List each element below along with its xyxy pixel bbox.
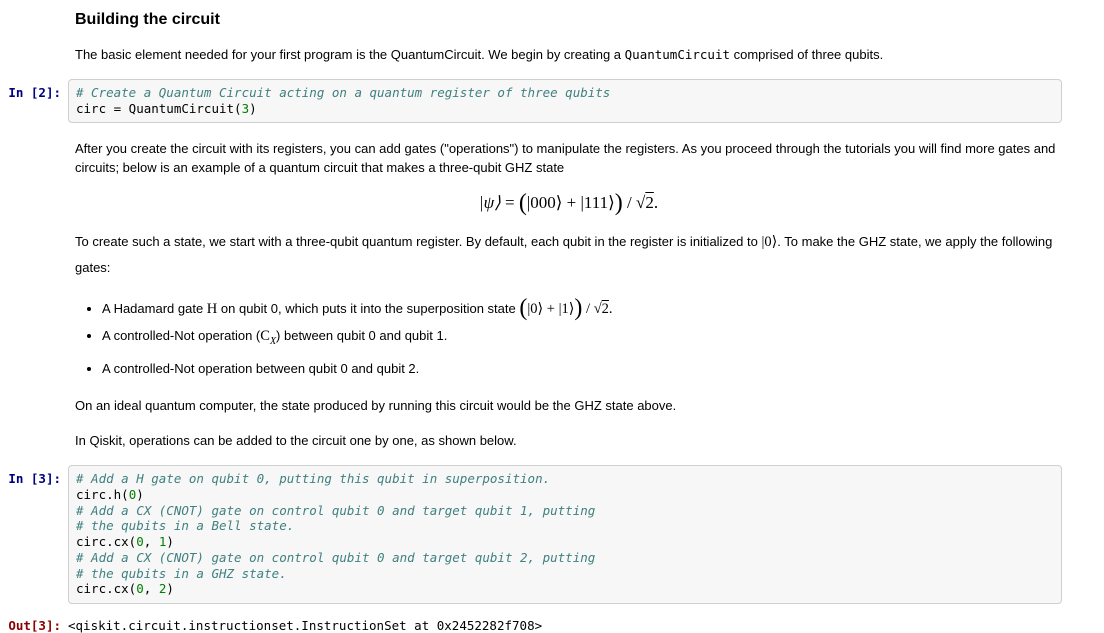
superposition-open-paren: ( [519, 295, 528, 322]
superposition-period: . [608, 301, 613, 318]
notebook [0, 11, 1104, 633]
code-line [76, 503, 1053, 519]
equation-period: . [653, 193, 659, 213]
superposition-slash: / [582, 301, 594, 318]
code-comment: # the qubits in a Bell state. [76, 518, 295, 534]
equation-slash: / [622, 193, 636, 213]
code-line [76, 534, 1053, 550]
initialize-text-pre: To create such a state, we start with a three-qubit quantum register. By default, each qubit in the register is initialized to [75, 234, 762, 250]
code-text: ) [166, 581, 174, 597]
output-prompt-3: Out[3]: [8, 617, 61, 633]
equation-lhs: |ψ⟩ [478, 193, 501, 213]
code-line [76, 101, 1053, 117]
ghz-equation-block [75, 190, 1062, 217]
input-prompt-2: In [2]: [8, 85, 61, 100]
superposition-close-paren: ) [574, 295, 583, 322]
superposition-math [519, 295, 613, 322]
code-text: , [143, 534, 159, 550]
code-text: , [143, 581, 159, 597]
superposition-sqrt-sign: √ [593, 301, 602, 318]
ket-zero-math: |0⟩ [761, 234, 778, 251]
equation-equals: = [500, 193, 519, 213]
superposition-inner: |0⟩ + |1⟩ [527, 301, 575, 318]
paragraph-gates: After you create the circuit with its registers, you can add gates ("operations") to manipulate the registers. As you proceed through the tutorials you will find more gates and circuits; below is an example of a quantum circuit that makes a three-qubit GHZ state [75, 141, 1056, 176]
code-number: 0 [136, 581, 144, 597]
output-text-3: <qiskit.circuit.instructionset.InstructionSet at 0x2452282f708> [68, 617, 543, 633]
hadamard-var-h: H [206, 301, 218, 318]
cnot02-text: A controlled-Not operation between qubit 0 and qubit 2. [102, 361, 420, 377]
equation-radicand: 2 [645, 193, 654, 213]
superposition-radicand: 2 [601, 301, 609, 318]
code-cell-in2 [0, 79, 1104, 123]
intro-text-pre: The basic element needed for your first program is the QuantumCircuit. We begin by creating a [75, 47, 625, 62]
code-text: circ.cx( [76, 534, 137, 550]
code-comment: # Add a CX (CNOT) gate on control qubit 0 and target qubit 1, putting [76, 502, 596, 518]
equation-inner: |000⟩ + |111⟩ [526, 193, 615, 213]
code-comment: # Create a Quantum Circuit acting on a quantum register of three qubits [76, 85, 611, 100]
code-number: 3 [241, 100, 250, 116]
code-comment: # Add a H gate on qubit 0, putting this qubit in superposition. [76, 471, 551, 487]
code-text: ) [249, 100, 257, 116]
hadamard-text-mid: on qubit 0, which puts it into the superposition state [217, 301, 520, 317]
code-input-2[interactable] [68, 79, 1062, 123]
paragraph-initialize [75, 229, 1062, 281]
code-cell-in3 [0, 465, 1104, 604]
paragraph-ideal-computer: On an ideal quantum computer, the state produced by running this circuit would be the GHZ state above. [75, 398, 677, 414]
equation-close-paren: ) [614, 190, 623, 217]
intro-paragraph [75, 45, 1062, 64]
code-number: 1 [158, 534, 167, 550]
markdown-cell-intro [75, 11, 1062, 64]
code-line [76, 581, 1053, 597]
cnot-sub-x: X [269, 336, 277, 348]
code-number: 0 [128, 487, 137, 502]
code-line [76, 85, 1053, 101]
input-prompt-3: In [3]: [8, 471, 61, 487]
code-text: circ.h( [76, 487, 129, 502]
output-cell-3 [0, 612, 1104, 633]
list-item-cnot-02 [102, 358, 1062, 380]
code-text: circ.cx( [76, 581, 137, 597]
page-title: Building the circuit [75, 11, 220, 28]
code-line [76, 566, 1053, 582]
markdown-cell-explanation [75, 139, 1062, 450]
code-number: 0 [136, 534, 144, 550]
equation-sqrt-sign: √ [636, 193, 646, 213]
gate-steps-list [75, 295, 1062, 380]
list-item-hadamard [102, 295, 1062, 322]
code-text: ) [136, 487, 144, 502]
hadamard-text-pre: A Hadamard gate [102, 301, 207, 317]
cnot-var-c: C [260, 328, 270, 345]
cnot01-text-post: ) between qubit 0 and qubit 1. [276, 328, 448, 344]
code-comment: # the qubits in a GHZ state. [76, 565, 287, 581]
code-input-3[interactable] [68, 465, 1062, 604]
code-line [76, 518, 1053, 534]
cnot01-text-pre: A controlled-Not operation ( [102, 328, 261, 344]
code-text: ) [166, 534, 174, 550]
code-line [76, 471, 1053, 487]
list-item-cnot-01 [102, 325, 1062, 353]
code-number: 2 [158, 581, 167, 597]
ghz-equation [478, 190, 659, 217]
paragraph-qiskit-operations: In Qiskit, operations can be added to the circuit one by one, as shown below. [75, 433, 517, 449]
inline-code-quantumcircuit: QuantumCircuit [624, 47, 730, 62]
code-line [76, 487, 1053, 503]
equation-open-paren: ( [518, 190, 527, 217]
code-text: circ = QuantumCircuit( [76, 100, 242, 116]
code-line [76, 550, 1053, 566]
initialize-text-post: . To make the GHZ state, we apply the following gates: [75, 234, 1053, 276]
intro-text-post: comprised of three qubits. [730, 47, 884, 62]
code-comment: # Add a CX (CNOT) gate on control qubit 0 and target qubit 2, putting [76, 549, 596, 565]
